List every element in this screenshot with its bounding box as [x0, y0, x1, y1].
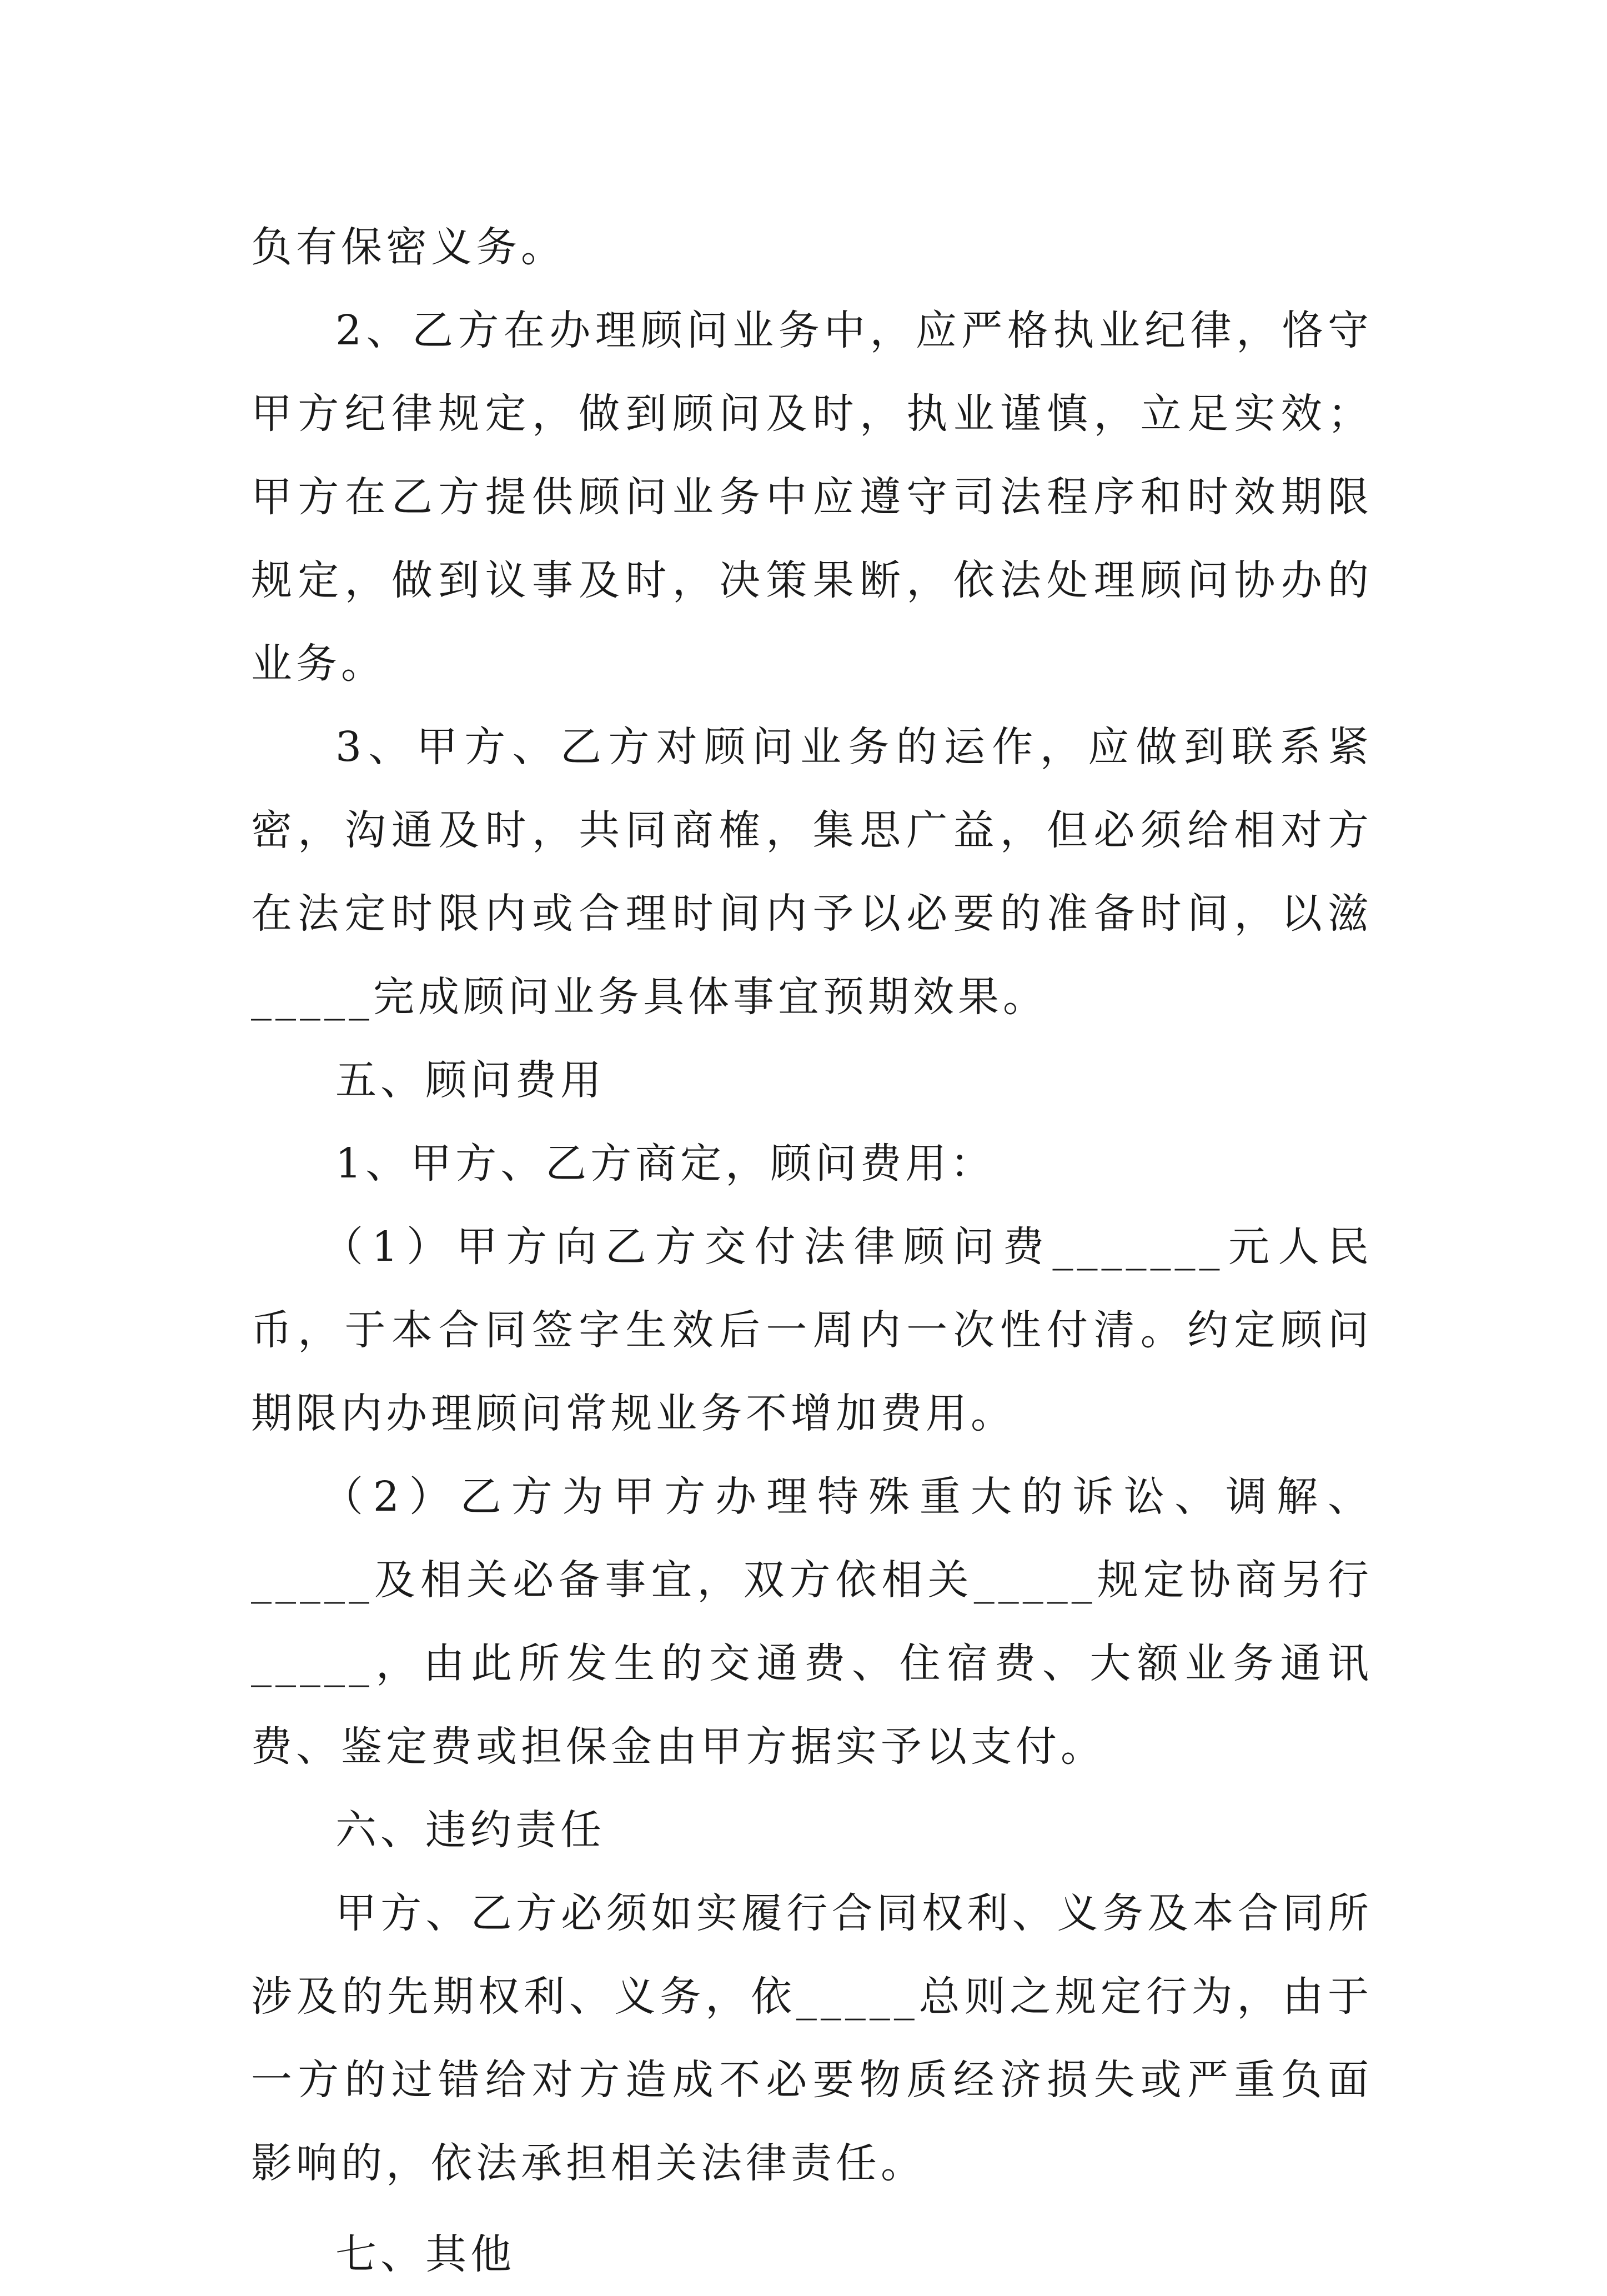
section-heading-other: 七、其他	[335, 2230, 515, 2278]
paragraph-fees-item-1: （1）甲方向乙方交付法律顾问费_______元人民币，于本合同签字生效后一周内一次性付清。约定顾问期限内办理顾问常规业务不增加费用。	[251, 1223, 1373, 1437]
paragraph-confidentiality-end: 负有保密义务。	[251, 223, 566, 271]
section-heading-fees: 五、顾问费用	[335, 1056, 605, 1104]
document-body	[251, 205, 1373, 2296]
paragraph-clause-2: 2、乙方在办理顾问业务中，应严格执业纪律，恪守甲方纪律规定，做到顾问及时，执业谨慎，立足实效；甲方在乙方提供顾问业务中应遵守司法程序和时效期限规定，做到议事及时，决策果断，依法处理顾问协办的业务。	[251, 307, 1373, 688]
section-heading-liability: 六、违约责任	[335, 1806, 605, 1854]
paragraph-clause-3: 3、甲方、乙方对顾问业务的运作，应做到联系紧密，沟通及时，共同商榷，集思广益，但必须给相对方在法定时限内或合理时间内予以必要的准备时间，以滋_____完成顾问业务具体事宜预期效果。	[251, 723, 1373, 1021]
paragraph-liability: 甲方、乙方必须如实履行合同权利、义务及本合同所涉及的先期权利、义务，依_____总则之规定行为，由于一方的过错给对方造成不必要物质经济损失或严重负面影响的，依法承担相关法律责任。	[251, 1889, 1373, 2187]
paragraph-fees-item-2: （2）乙方为甲方办理特殊重大的诉讼、调解、_____及相关必备事宜，双方依相关_____规定协商另行_____，由此所发生的交通费、住宿费、大额业务通讯费、鉴定费或担保金由甲方据实予以支付。	[251, 1473, 1373, 1771]
paragraph-fees-clause-1: 1、甲方、乙方商定，顾问费用：	[335, 1140, 996, 1187]
